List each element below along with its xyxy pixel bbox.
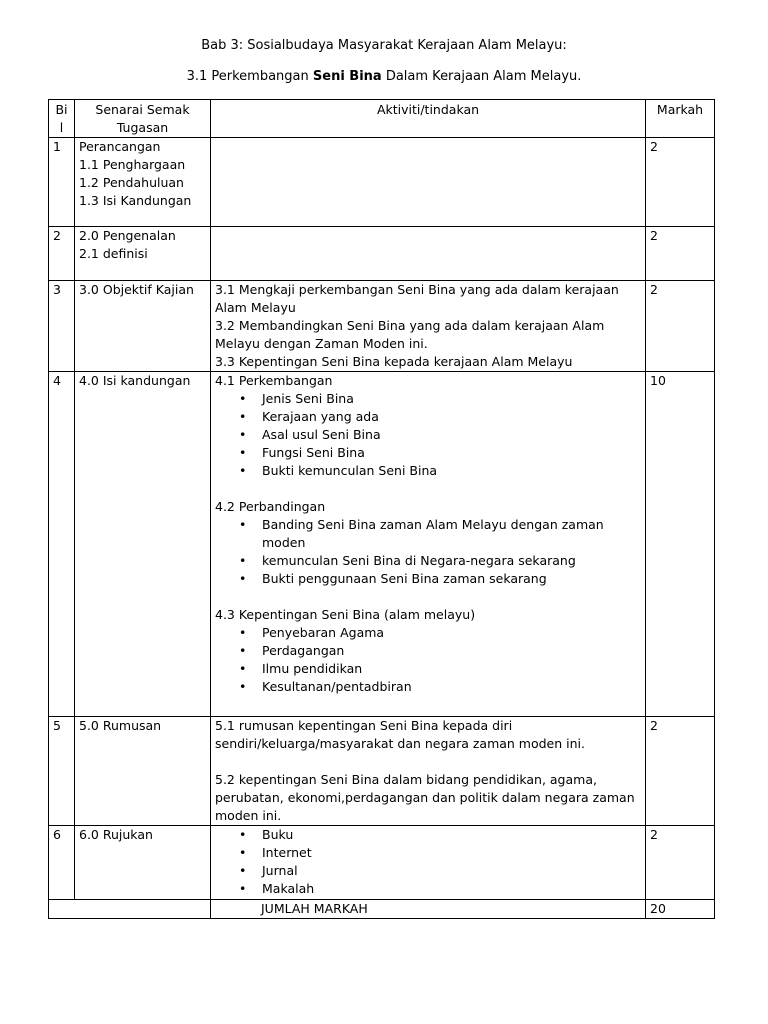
row-aktiviti: 3.1 Mengkaji perkembangan Seni Bina yang ada dalam kerajaan Alam Melayu 3.2 Membandingkan Seni Bina yang ada dalam kerajaan Alam Melayu dengan Zaman Moden ini. 3.3 Kepentingan Seni Bina kepada kerajaan Alam Melayu [211, 281, 646, 372]
row-bil: 2 [49, 227, 75, 281]
total-spacer [49, 900, 211, 919]
header-row [49, 100, 715, 138]
header-senarai: Senarai Semak Tugasan [75, 100, 211, 138]
task-checklist-table [48, 99, 715, 919]
table-row [49, 717, 715, 826]
list-item: • Ilmu pendidikan [262, 660, 641, 678]
row-bil: 5 [49, 717, 75, 826]
list-item: • Kesultanan/pentadbiran [262, 678, 641, 696]
row-aktiviti [211, 227, 646, 281]
row-bil: 6 [49, 826, 75, 900]
row-markah: 10 [646, 372, 715, 717]
section-heading: 4.3 Kepentingan Seni Bina (alam melayu) [215, 607, 476, 622]
subtitle-bold: Seni Bina [312, 69, 382, 84]
row-bil: 3 [49, 281, 75, 372]
document-subtitle [0, 68, 768, 86]
list-item: • Jenis Seni Bina [262, 390, 641, 408]
section-heading: 4.2 Perbandingan [215, 499, 326, 514]
bullet-list [215, 624, 641, 696]
table-row [49, 826, 715, 900]
row-aktiviti: 5.1 rumusan kepentingan Seni Bina kepada diri sendiri/keluarga/masyarakat dan negara zaman moden ini. 5.2 kepentingan Seni Bina dalam bidang pendidikan, agama, perubatan, ekonomi,perdagangan dan politik dalam negara zaman moden ini. [211, 717, 646, 826]
list-item: • Perdagangan [262, 642, 641, 660]
table-row [49, 281, 715, 372]
document-title: Bab 3: Sosialbudaya Masyarakat Kerajaan Alam Melayu: [201, 38, 567, 53]
row-bil: 1 [49, 138, 75, 227]
bullet-list [215, 390, 641, 480]
row-senarai: Perancangan 1.1 Penghargaan 1.2 Pendahuluan 1.3 Isi Kandungan [75, 138, 211, 227]
list-item: • Jurnal [262, 862, 641, 880]
row-aktiviti [211, 138, 646, 227]
row-aktiviti [211, 372, 646, 717]
subtitle-pre: 3.1 Perkembangan [186, 69, 313, 84]
row-senarai: 2.0 Pengenalan 2.1 definisi [75, 227, 211, 281]
list-item: • Internet [262, 844, 641, 862]
table-row [49, 372, 715, 717]
total-value: 20 [646, 900, 715, 919]
list-item: • kemunculan Seni Bina di Negara-negara sekarang [262, 552, 641, 570]
header-bil: Bi l [49, 100, 75, 138]
row-markah: 2 [646, 138, 715, 227]
header-markah: Markah [646, 100, 715, 138]
table-row [49, 227, 715, 281]
list-item: • Penyebaran Agama [262, 624, 641, 642]
list-item: • Makalah [262, 880, 641, 898]
row-markah: 2 [646, 227, 715, 281]
list-item: • Bukti penggunaan Seni Bina zaman sekarang [262, 570, 641, 588]
subtitle-post: Dalam Kerajaan Alam Melayu. [381, 69, 582, 84]
row-senarai: 6.0 Rujukan [75, 826, 211, 900]
header-aktiviti: Aktiviti/tindakan [211, 100, 646, 138]
bullet-list [215, 826, 641, 898]
list-item: • Bukti kemunculan Seni Bina [262, 462, 641, 480]
list-item: • Fungsi Seni Bina [262, 444, 641, 462]
section-heading: 4.1 Perkembangan [215, 373, 333, 388]
row-markah: 2 [646, 281, 715, 372]
total-row [49, 900, 715, 919]
bullet-list [215, 516, 641, 588]
list-item: • Asal usul Seni Bina [262, 426, 641, 444]
row-markah: 2 [646, 717, 715, 826]
row-markah: 2 [646, 826, 715, 900]
table-row [49, 138, 715, 227]
row-senarai: 5.0 Rumusan [75, 717, 211, 826]
total-label: JUMLAH MARKAH [211, 900, 646, 919]
list-item: • Banding Seni Bina zaman Alam Melayu dengan zaman moden [262, 516, 641, 552]
row-bil: 4 [49, 372, 75, 717]
row-senarai: 4.0 Isi kandungan [75, 372, 211, 717]
row-aktiviti [211, 826, 646, 900]
list-item: • Kerajaan yang ada [262, 408, 641, 426]
row-senarai: 3.0 Objektif Kajian [75, 281, 211, 372]
list-item: • Buku [262, 826, 641, 844]
